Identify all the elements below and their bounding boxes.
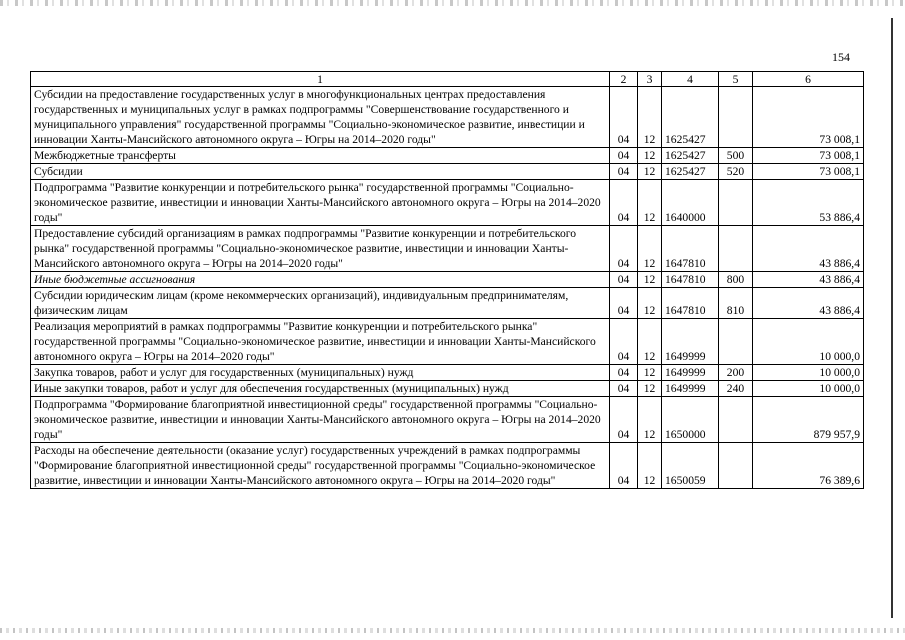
row-name: Субсидии (31, 164, 610, 180)
row-target-code: 1640000 (662, 180, 719, 226)
row-target-code: 1647810 (662, 226, 719, 272)
page-number: 154 (832, 50, 850, 64)
table-row (31, 164, 864, 180)
header-cell: 5 (719, 72, 753, 87)
table-row (31, 319, 864, 365)
row-expense-type: 200 (719, 365, 753, 381)
row-target-code: 1649999 (662, 319, 719, 365)
row-name: Расходы на обеспечение деятельности (оказание услуг) государственных учреждений в рамках подпрограммы "Формирование благоприятной инвестиционной среды" государственной программы "Социально-экономическое развитие, инвестиции и инновации Ханты-Мансийского автономного округа – Югры на 2014–2020 годы" (31, 443, 610, 489)
table-row (31, 443, 864, 489)
row-section: 04 (610, 180, 638, 226)
row-target-code: 1625427 (662, 164, 719, 180)
row-target-code: 1650000 (662, 397, 719, 443)
row-expense-type: 520 (719, 164, 753, 180)
row-amount: 53 886,4 (753, 180, 864, 226)
row-subsection: 12 (638, 288, 662, 319)
table-header-row (31, 72, 864, 87)
row-name: Реализация мероприятий в рамках подпрограммы "Развитие конкуренции и потребительского рынка" государственной программы "Социально-экономическое развитие, инвестиции и инновации Ханты-Мансийского автономного округа – Югры на 2014–2020 годы" (31, 319, 610, 365)
row-target-code: 1625427 (662, 148, 719, 164)
row-expense-type (719, 226, 753, 272)
row-subsection: 12 (638, 87, 662, 148)
row-expense-type: 800 (719, 272, 753, 288)
budget-table (30, 71, 864, 489)
scan-noise-bottom (0, 628, 905, 633)
row-target-code: 1625427 (662, 87, 719, 148)
row-section: 04 (610, 288, 638, 319)
row-subsection: 12 (638, 443, 662, 489)
row-section: 04 (610, 365, 638, 381)
row-name: Предоставление субсидий организациям в рамках подпрограммы "Развитие конкуренции и потребительского рынка" государственной программы "Социально-экономическое развитие, инвестиции и инновации Ханты-Мансийского автономного округа – Югры на 2014–2020 годы" (31, 226, 610, 272)
row-section: 04 (610, 319, 638, 365)
row-section: 04 (610, 381, 638, 397)
row-amount: 76 389,6 (753, 443, 864, 489)
row-section: 04 (610, 443, 638, 489)
row-name: Иные закупки товаров, работ и услуг для обеспечения государственных (муниципальных) нужд (31, 381, 610, 397)
row-amount: 73 008,1 (753, 164, 864, 180)
header-cell: 6 (753, 72, 864, 87)
row-name: Субсидии на предоставление государственных услуг в многофункциональных центрах предоставления государственных и муниципальных услуг в рамках подпрограммы "Совершенствование государственного и муниципального управления" государственной программы "Социально-экономическое развитие, инвестиции и инновации Ханты-Мансийского автономного округа – Югры на 2014–2020 годы" (31, 87, 610, 148)
row-subsection: 12 (638, 226, 662, 272)
row-name: Подпрограмма "Формирование благоприятной инвестиционной среды" государственной программы "Социально-экономическое развитие, инвестиции и инновации Ханты-Мансийского автономного округа – Югры на 2014–2020 годы" (31, 397, 610, 443)
table-row (31, 226, 864, 272)
row-target-code: 1647810 (662, 272, 719, 288)
table-row (31, 148, 864, 164)
row-amount: 73 008,1 (753, 87, 864, 148)
row-subsection: 12 (638, 397, 662, 443)
table-row (31, 272, 864, 288)
row-expense-type (719, 443, 753, 489)
row-target-code: 1649999 (662, 381, 719, 397)
row-subsection: 12 (638, 164, 662, 180)
row-amount: 43 886,4 (753, 226, 864, 272)
row-target-code: 1650059 (662, 443, 719, 489)
header-cell: 2 (610, 72, 638, 87)
row-subsection: 12 (638, 319, 662, 365)
row-subsection: 12 (638, 381, 662, 397)
row-expense-type (719, 397, 753, 443)
table-row (31, 381, 864, 397)
row-name: Подпрограмма "Развитие конкуренции и потребительского рынка" государственной программы "Социально-экономическое развитие, инвестиции и инновации Ханты-Мансийского автономного округа – Югры на 2014–2020 годы" (31, 180, 610, 226)
row-expense-type (719, 180, 753, 226)
row-amount: 10 000,0 (753, 381, 864, 397)
row-name: Субсидии юридическим лицам (кроме некоммерческих организаций), индивидуальным предпринимателям, физическим лицам (31, 288, 610, 319)
table-row (31, 180, 864, 226)
row-target-code: 1649999 (662, 365, 719, 381)
row-expense-type (719, 87, 753, 148)
row-subsection: 12 (638, 272, 662, 288)
row-expense-type (719, 319, 753, 365)
scan-edge-line (891, 18, 893, 618)
row-target-code: 1647810 (662, 288, 719, 319)
row-subsection: 12 (638, 180, 662, 226)
row-section: 04 (610, 148, 638, 164)
scan-noise-top (0, 0, 905, 6)
row-amount: 73 008,1 (753, 148, 864, 164)
table-row (31, 365, 864, 381)
header-cell: 3 (638, 72, 662, 87)
row-expense-type: 810 (719, 288, 753, 319)
row-amount: 43 886,4 (753, 272, 864, 288)
row-expense-type: 240 (719, 381, 753, 397)
table-row (31, 87, 864, 148)
table-row (31, 288, 864, 319)
row-section: 04 (610, 397, 638, 443)
row-subsection: 12 (638, 365, 662, 381)
row-subsection: 12 (638, 148, 662, 164)
row-name: Иные бюджетные ассигнования (31, 272, 610, 288)
row-section: 04 (610, 272, 638, 288)
row-name: Межбюджетные трансферты (31, 148, 610, 164)
row-amount: 10 000,0 (753, 319, 864, 365)
table-row (31, 397, 864, 443)
row-amount: 43 886,4 (753, 288, 864, 319)
header-cell: 1 (31, 72, 610, 87)
row-section: 04 (610, 87, 638, 148)
row-section: 04 (610, 226, 638, 272)
header-cell: 4 (662, 72, 719, 87)
row-amount: 10 000,0 (753, 365, 864, 381)
row-amount: 879 957,9 (753, 397, 864, 443)
row-section: 04 (610, 164, 638, 180)
row-name: Закупка товаров, работ и услуг для государственных (муниципальных) нужд (31, 365, 610, 381)
row-expense-type: 500 (719, 148, 753, 164)
